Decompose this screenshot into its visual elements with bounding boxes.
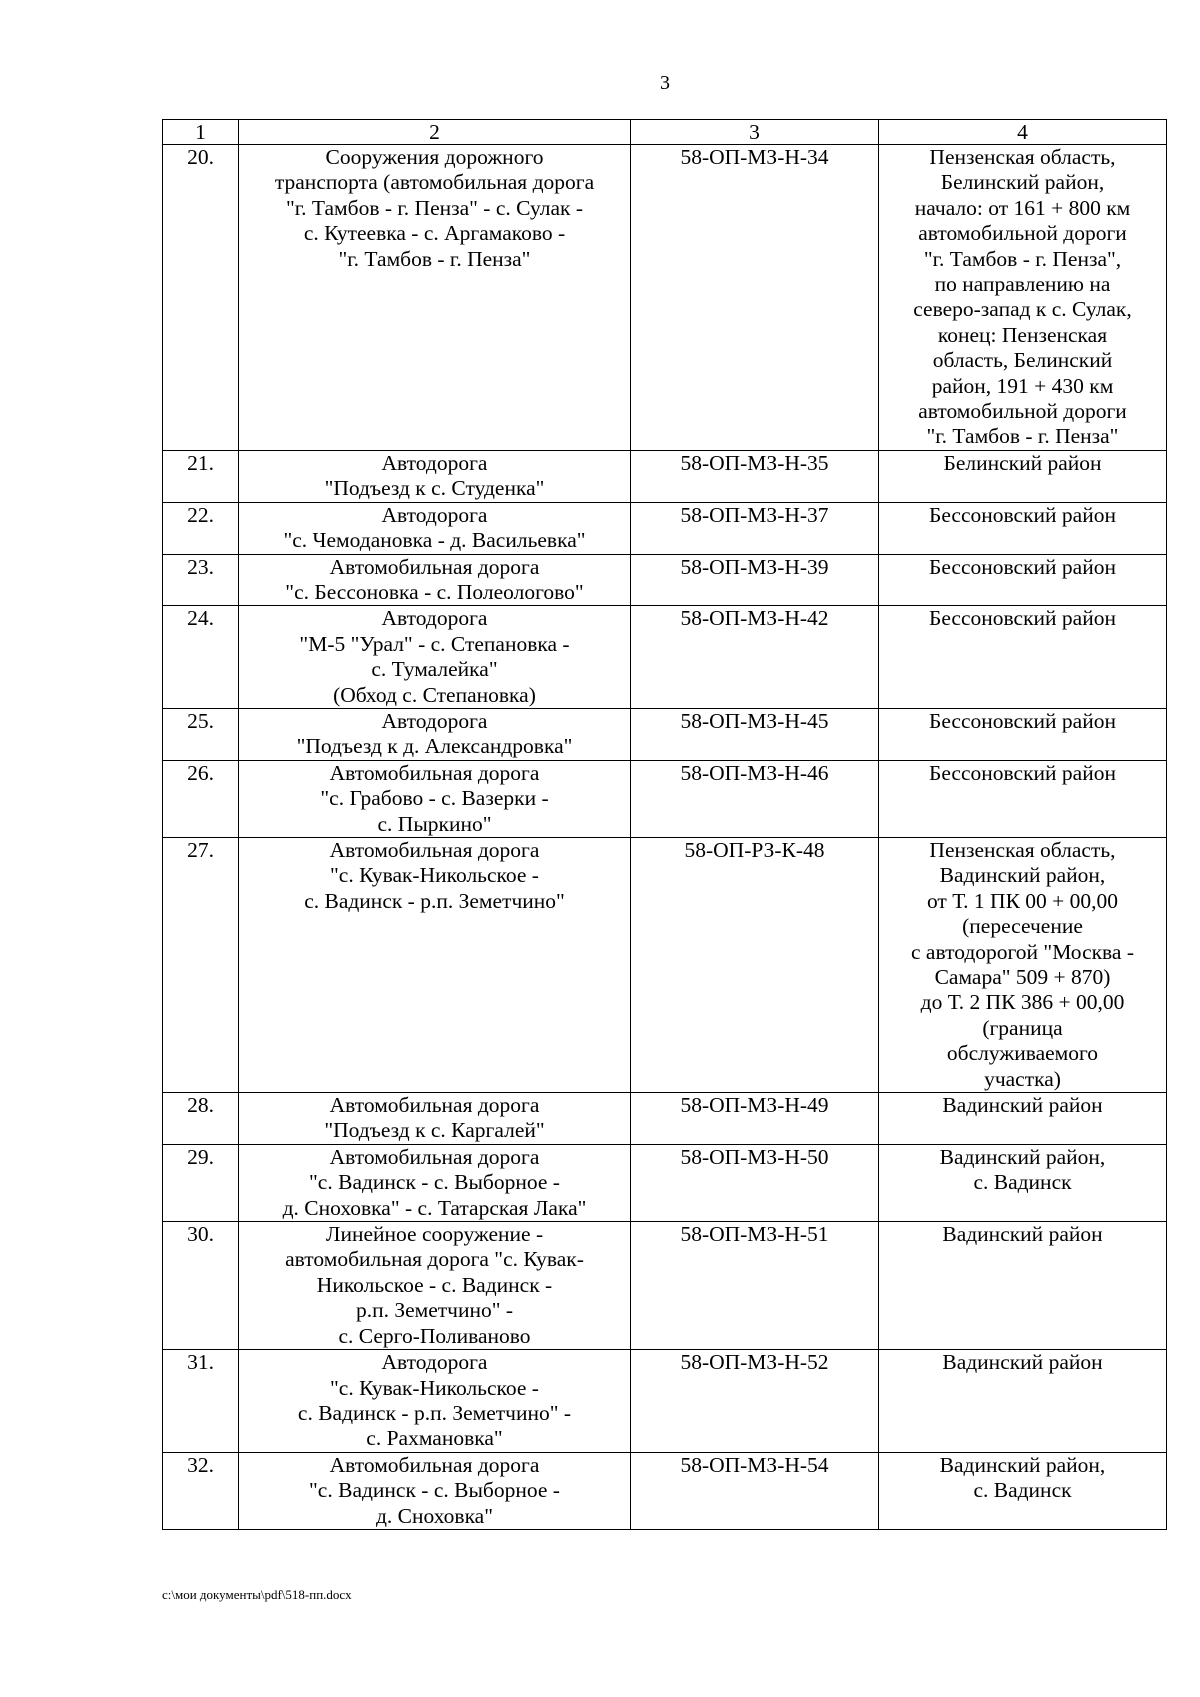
- road-name-cell: Автомобильная дорога "с. Кувак-Никольское - с. Вадинск - р.п. Земетчино": [239, 837, 631, 1092]
- row-number-cell: 25.: [163, 708, 239, 760]
- road-code-cell: 58-ОП-МЗ-Н-35: [631, 450, 879, 502]
- road-name-cell: Автодорога "Подъезд к с. Студенка": [239, 450, 631, 502]
- row-number-cell: 27.: [163, 837, 239, 1092]
- column-header-location: 4: [879, 120, 1167, 145]
- row-number-cell: 31.: [163, 1350, 239, 1453]
- table-row: [163, 1093, 1167, 1145]
- table-row: [163, 1144, 1167, 1221]
- row-number-cell: 32.: [163, 1452, 239, 1529]
- road-name-cell: Автомобильная дорога "с. Вадинск - с. Выборное - д. Сноховка": [239, 1452, 631, 1529]
- road-name-cell: Линейное сооружение - автомобильная дорога "с. Кувак- Никольское - с. Вадинск - р.п. Земетчино" - с. Серго-Поливаново: [239, 1222, 631, 1350]
- column-header-number: 1: [163, 120, 239, 145]
- road-location-cell: Вадинский район, с. Вадинск: [879, 1452, 1167, 1529]
- road-location-cell: Бессоновский район: [879, 502, 1167, 554]
- road-code-cell: 58-ОП-МЗ-Н-37: [631, 502, 879, 554]
- road-code-cell: 58-ОП-МЗ-Н-51: [631, 1222, 879, 1350]
- road-name-cell: Автодорога "М-5 "Урал" - с. Степановка - с. Тумалейка" (Обход с. Степановка): [239, 606, 631, 709]
- road-name-cell: Автомобильная дорога "с. Грабово - с. Вазерки - с. Пыркино": [239, 760, 631, 837]
- row-number-cell: 29.: [163, 1144, 239, 1221]
- column-header-code: 3: [631, 120, 879, 145]
- road-name-cell: Сооружения дорожного транспорта (автомобильная дорога "г. Тамбов - г. Пенза" - с. Сулак - с. Кутеевка - с. Аргамаково - "г. Тамбов - г. Пенза": [239, 145, 631, 451]
- road-name-cell: Автодорога "с. Кувак-Никольское - с. Вадинск - р.п. Земетчино" - с. Рахмановка": [239, 1350, 631, 1453]
- road-name-cell: Автодорога "Подъезд к д. Александровка": [239, 708, 631, 760]
- road-location-cell: Белинский район: [879, 450, 1167, 502]
- road-code-cell: 58-ОП-МЗ-Н-34: [631, 145, 879, 451]
- table-row: [163, 606, 1167, 709]
- road-location-cell: Пензенская область, Вадинский район, от Т. 1 ПК 00 + 00,00 (пересечение с автодорогой "Москва - Самара" 509 + 870) до Т. 2 ПК 386 + 00,00 (граница обслуживаемого участка): [879, 837, 1167, 1092]
- roads-table: [162, 119, 1167, 1530]
- road-code-cell: 58-ОП-МЗ-Н-46: [631, 760, 879, 837]
- table-row: [163, 450, 1167, 502]
- road-code-cell: 58-ОП-МЗ-Н-54: [631, 1452, 879, 1529]
- road-name-cell: Автомобильная дорога "Подъезд к с. Каргалей": [239, 1093, 631, 1145]
- road-location-cell: Вадинский район: [879, 1222, 1167, 1350]
- page-number: 3: [660, 72, 670, 94]
- table-header-row: [163, 120, 1167, 145]
- table-row: [163, 708, 1167, 760]
- table-row: [163, 1350, 1167, 1453]
- table-row: [163, 1222, 1167, 1350]
- table-row: [163, 554, 1167, 606]
- row-number-cell: 22.: [163, 502, 239, 554]
- row-number-cell: 26.: [163, 760, 239, 837]
- road-code-cell: 58-ОП-МЗ-Н-45: [631, 708, 879, 760]
- road-location-cell: Бессоновский район: [879, 554, 1167, 606]
- road-location-cell: Вадинский район, с. Вадинск: [879, 1144, 1167, 1221]
- file-path-footer: c:\мои документы\pdf\518-пп.docx: [162, 1587, 352, 1602]
- road-code-cell: 58-ОП-РЗ-К-48: [631, 837, 879, 1092]
- road-code-cell: 58-ОП-МЗ-Н-52: [631, 1350, 879, 1453]
- table-row: [163, 145, 1167, 451]
- road-code-cell: 58-ОП-МЗ-Н-49: [631, 1093, 879, 1145]
- table-row: [163, 1452, 1167, 1529]
- road-code-cell: 58-ОП-МЗ-Н-42: [631, 606, 879, 709]
- row-number-cell: 28.: [163, 1093, 239, 1145]
- road-name-cell: Автомобильная дорога "с. Бессоновка - с. Полеологово": [239, 554, 631, 606]
- road-location-cell: Пензенская область, Белинский район, начало: от 161 + 800 км автомобильной дороги "г. Тамбов - г. Пенза", по направлению на северо-запад к с. Сулак, конец: Пензенская область, Белинский район, 191 + 430 км автомобильной дороги "г. Тамбов - г. Пенза": [879, 145, 1167, 451]
- row-number-cell: 21.: [163, 450, 239, 502]
- column-header-name: 2: [239, 120, 631, 145]
- road-code-cell: 58-ОП-МЗ-Н-50: [631, 1144, 879, 1221]
- row-number-cell: 30.: [163, 1222, 239, 1350]
- road-name-cell: Автодорога "с. Чемодановка - д. Васильевка": [239, 502, 631, 554]
- road-location-cell: Бессоновский район: [879, 708, 1167, 760]
- road-location-cell: Вадинский район: [879, 1350, 1167, 1453]
- row-number-cell: 23.: [163, 554, 239, 606]
- road-location-cell: Вадинский район: [879, 1093, 1167, 1145]
- road-code-cell: 58-ОП-МЗ-Н-39: [631, 554, 879, 606]
- table-body: [163, 120, 1167, 1530]
- row-number-cell: 24.: [163, 606, 239, 709]
- table-row: [163, 760, 1167, 837]
- table-row: [163, 837, 1167, 1092]
- row-number-cell: 20.: [163, 145, 239, 451]
- road-location-cell: Бессоновский район: [879, 606, 1167, 709]
- table-row: [163, 502, 1167, 554]
- road-name-cell: Автомобильная дорога "с. Вадинск - с. Выборное - д. Сноховка" - с. Татарская Лака": [239, 1144, 631, 1221]
- road-location-cell: Бессоновский район: [879, 760, 1167, 837]
